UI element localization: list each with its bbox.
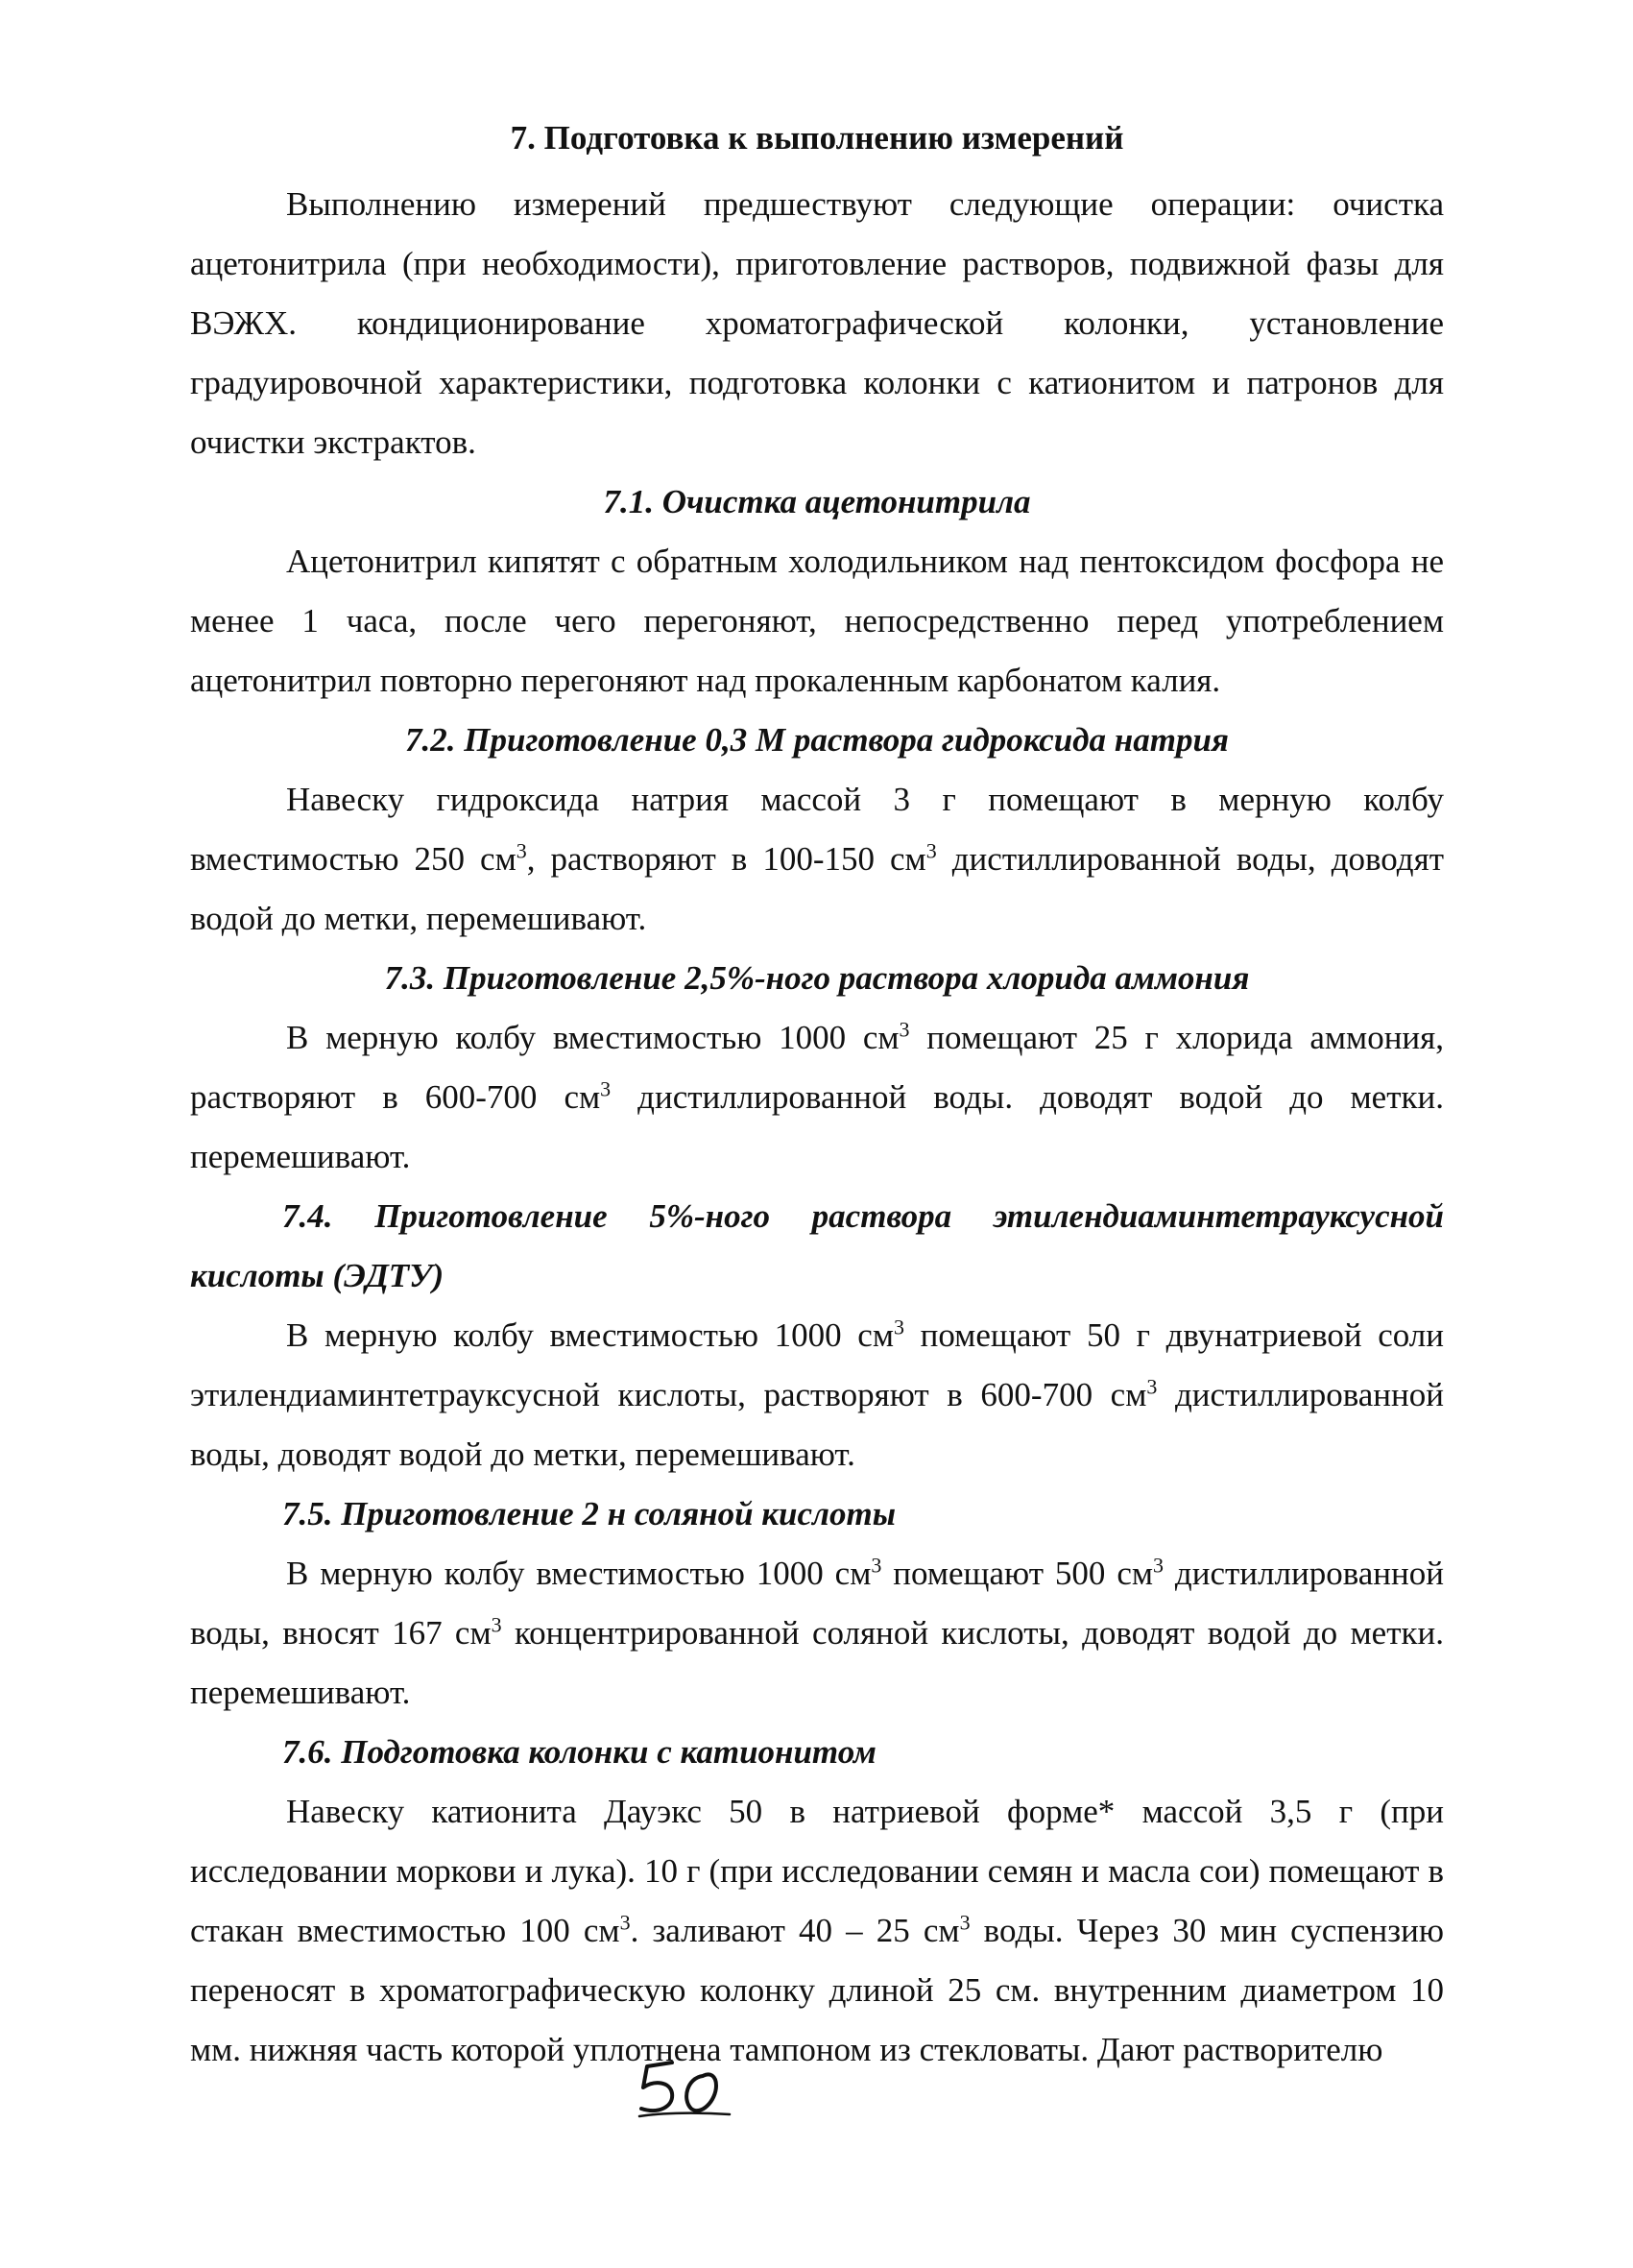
- paragraph-7-5: [190, 1544, 1444, 1723]
- paragraph-7-4: [190, 1306, 1444, 1484]
- superscript: 3: [600, 1076, 612, 1101]
- text-run: помещают 25 г хлорида аммония, растворяют в 600-700 см: [190, 1019, 1444, 1116]
- text-run: В мерную колбу вместимостью 1000 см: [286, 1555, 872, 1592]
- text-run: Навеску катионита Дауэкс 50 в натриевой форме* массой 3,5 г (при исследовании моркови и лука). 10 г (при исследовании семян и масла сои) помещают в стакан вместимостью 100 см: [190, 1793, 1444, 1949]
- text-run: Навеску гидроксида натрия массой 3 г помещают в мерную колбу вместимостью 250 см: [190, 781, 1444, 878]
- superscript: 3: [1146, 1374, 1158, 1399]
- superscript: 3: [619, 1910, 631, 1935]
- page-content: [190, 113, 1444, 2080]
- heading-7-1: 7.1. Очистка ацетонитрила: [603, 483, 1031, 520]
- text-run: дистиллированной воды. доводят водой до метки. перемешивают.: [190, 1078, 1444, 1175]
- text-run: дистиллированной воды, доводят водой до метки, перемешивают.: [190, 1376, 1444, 1473]
- paragraph-7-6: [190, 1782, 1444, 2080]
- text-run: воды. Через 30 мин суспензию переносят в хроматографическую колонку длиной 25 см. внутренним диаметром 10 мм. нижняя часть которой уплотнена тампоном из стекловаты. Дают растворителю: [190, 1912, 1444, 2068]
- section-title: 7. Подготовка к выполнению измерений: [510, 119, 1124, 157]
- paragraph-7-3: [190, 1008, 1444, 1187]
- superscript: 3: [491, 1612, 502, 1637]
- superscript: 3: [871, 1553, 882, 1578]
- superscript: 3: [959, 1910, 971, 1935]
- heading-7-5: 7.5. Приготовление 2 н соляной кислоты: [282, 1495, 897, 1532]
- paragraph-7-1: Ацетонитрил кипятят с обратным холодильником над пентоксидом фосфора не менее 1 часа, после чего перегоняют, непосредственно перед употреблением ацетонитрил повторно перегоняют над прокаленным карбонатом калия.: [190, 543, 1444, 699]
- text-run: В мерную колбу вместимостью 1000 см: [286, 1316, 894, 1354]
- intro-paragraph: Выполнению измерений предшествуют следующие операции: очистка ацетонитрила (при необходимости), приготовление растворов, подвижной фазы для ВЭЖХ. кондиционирование хроматографической колонки, установление градуировочной характеристики, подготовка колонки с катионитом и патронов для очистки экстрактов.: [190, 185, 1444, 461]
- heading-7-6: 7.6. Подготовка колонки с катионитом: [282, 1733, 877, 1771]
- text-run: концентрированной соляной кислоты, доводят водой до метки. перемешивают.: [190, 1614, 1444, 1711]
- digit-0-stroke: [686, 2074, 716, 2111]
- heading-7-4: 7.4. Приготовление 5%-ного раствора этилендиаминтетрауксусной кислоты (ЭДТУ): [190, 1197, 1444, 1294]
- superscript: 3: [893, 1315, 904, 1339]
- digit-5-stroke: [641, 2063, 672, 2111]
- text-run: , растворяют в 100-150 см: [526, 840, 926, 878]
- text-run: В мерную колбу вместимостью 1000 см: [286, 1019, 900, 1056]
- heading-7-3: 7.3. Приготовление 2,5%-ного раствора хлорида аммония: [384, 959, 1250, 997]
- superscript: 3: [516, 838, 527, 863]
- superscript: 3: [1153, 1553, 1165, 1578]
- superscript: 3: [925, 838, 937, 863]
- text-run: дистиллированной воды, доводят водой до метки, перемешивают.: [190, 840, 1444, 937]
- text-run: помещают 50 г двунатриевой соли этилендиаминтетрауксусной кислоты, растворяют в 600-700 см: [190, 1316, 1444, 1413]
- text-run: . заливают 40 – 25 см: [630, 1912, 960, 1949]
- superscript: 3: [899, 1017, 910, 1042]
- handwritten-page-number: [634, 2055, 739, 2122]
- text-run: помещают 500 см: [881, 1555, 1154, 1592]
- underline-stroke: [639, 2113, 730, 2116]
- heading-7-2: 7.2. Приготовление 0,3 М раствора гидроксида натрия: [405, 721, 1229, 759]
- paragraph-7-2: [190, 770, 1444, 949]
- text-run: дистиллированной воды, вносят 167 см: [190, 1555, 1444, 1652]
